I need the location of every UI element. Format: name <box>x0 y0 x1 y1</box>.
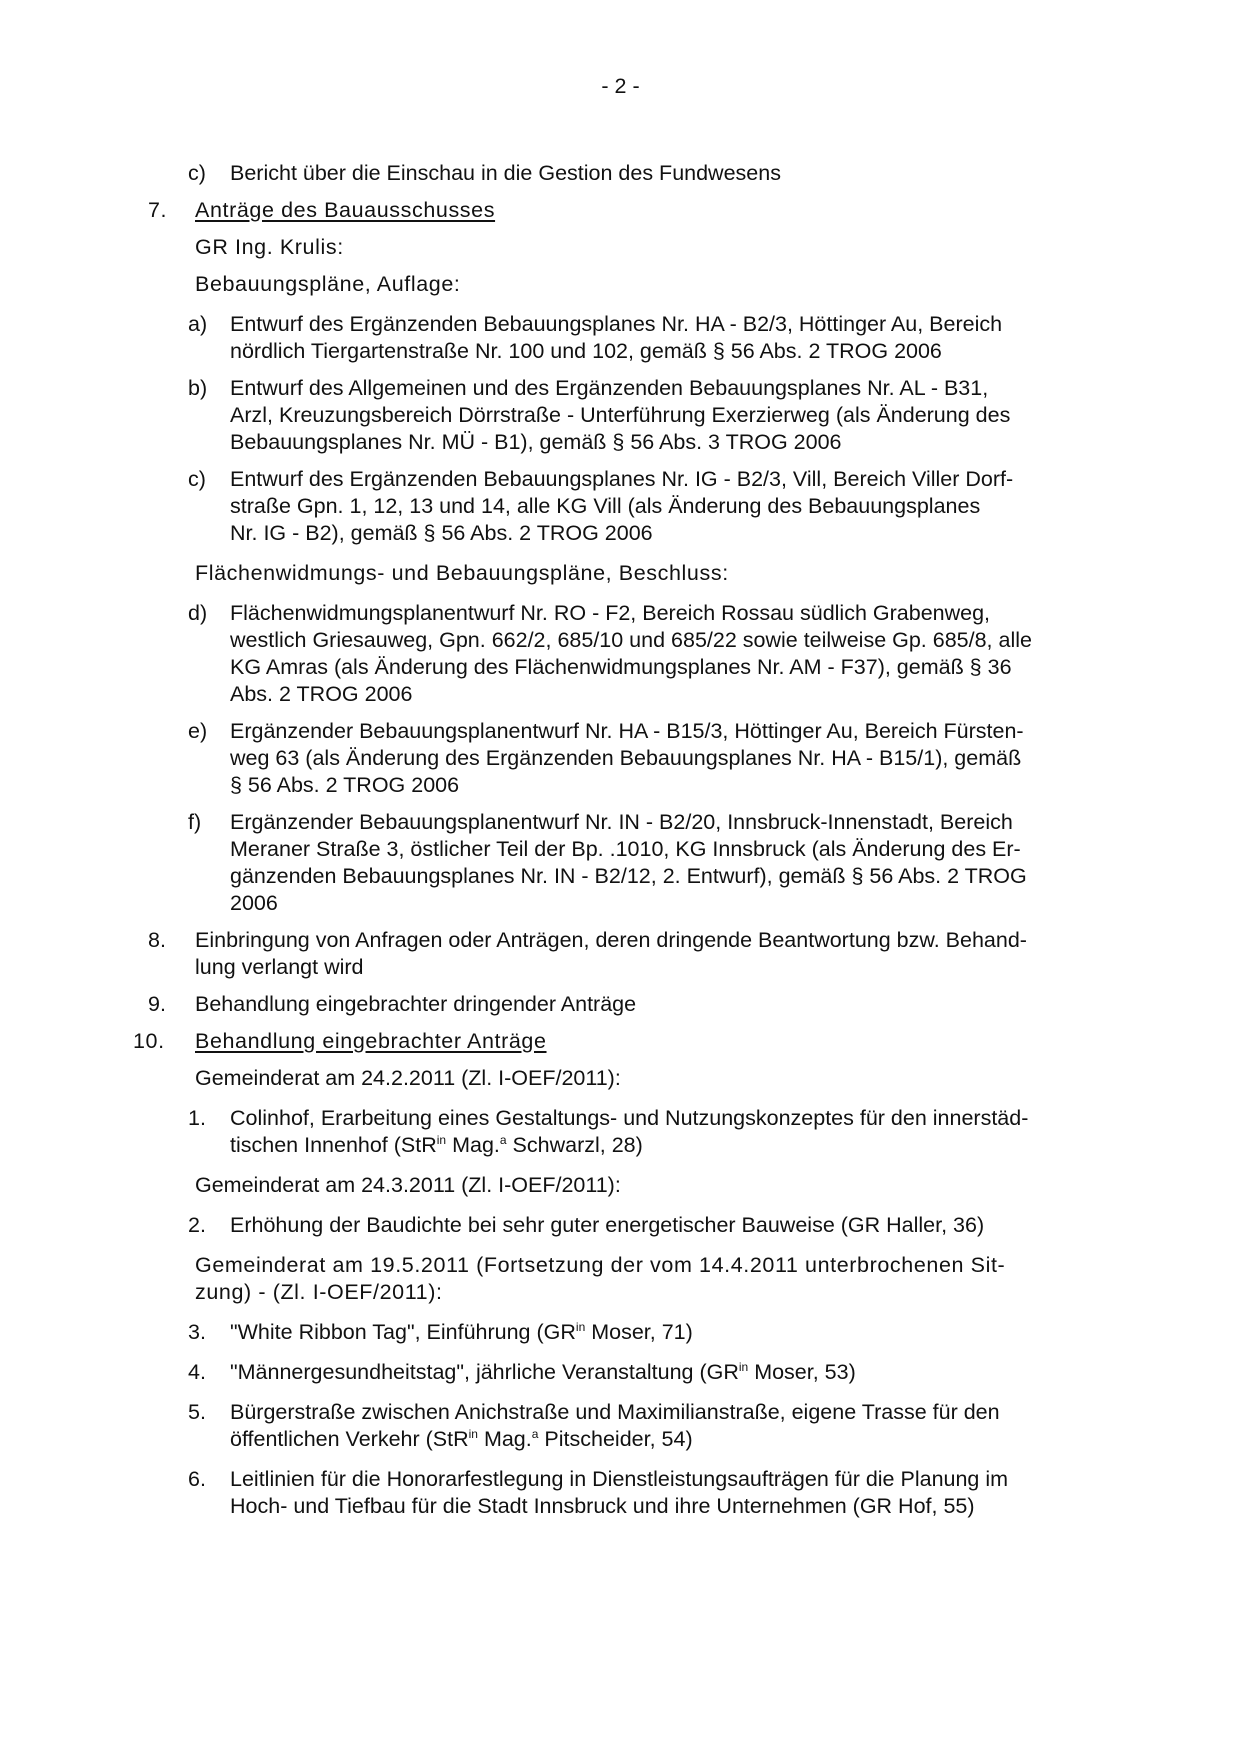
subitem-text <box>230 311 1088 365</box>
subitem-text <box>230 809 1088 917</box>
text-fragment: öffentlichen Verkehr (StR <box>230 1427 469 1451</box>
subitem-label: a) <box>188 312 208 336</box>
text-line: nördlich Tiergartenstraße Nr. 100 und 102, gemäß § 56 Abs. 2 TROG 2006 <box>230 339 942 363</box>
text-line: westlich Griesauweg, Gpn. 662/2, 685/10 und 685/22 sowie teilweise Gp. 685/8, alle <box>230 628 1032 652</box>
text-line: Ergänzender Bebauungsplanentwurf Nr. HA - B15/3, Höttinger Au, Bereich Fürsten- <box>230 719 1024 743</box>
session-heading-3 <box>195 1252 1088 1306</box>
superscript: in <box>468 1427 478 1441</box>
subitem-text: Erhöhung der Baudichte bei sehr guter energetischer Bauweise (GR Haller, 36) <box>230 1213 985 1237</box>
speaker-line: GR Ing. Krulis: <box>195 235 344 259</box>
text-line: Arzl, Kreuzungsbereich Dörrstraße - Unterführung Exerzierweg (als Änderung des <box>230 403 1011 427</box>
page-number: - 2 - <box>601 74 640 98</box>
item-title: Behandlung eingebrachter Anträge <box>195 1029 547 1053</box>
subitem-label: c) <box>188 467 206 491</box>
agenda-subitem-6c <box>188 160 1088 187</box>
agenda-item-9 <box>148 991 1088 1018</box>
agenda-subitem-7f <box>188 809 1088 917</box>
request-item-4 <box>188 1359 1088 1386</box>
text-fragment: Moser, 53) <box>748 1360 856 1384</box>
text-line: Ergänzender Bebauungsplanentwurf Nr. IN - B2/20, Innsbruck-Innenstadt, Bereich <box>230 810 1013 834</box>
text-line: gänzenden Bebauungsplanes Nr. IN - B2/12, 2. Entwurf), gemäß § 56 Abs. 2 TROG <box>230 864 1027 888</box>
agenda-subitem-7e <box>188 718 1088 799</box>
subitem-text <box>230 600 1088 708</box>
text-line: Abs. 2 TROG 2006 <box>230 682 413 706</box>
superscript: a <box>499 1133 507 1147</box>
text-line: Entwurf des Ergänzenden Bebauungsplanes Nr. IG - B2/3, Vill, Bereich Viller Dorf- <box>230 467 1014 491</box>
text-line: Meraner Straße 3, östlicher Teil der Bp. .1010, KG Innsbruck (als Änderung des Er- <box>230 837 1021 861</box>
subitem-text <box>230 1359 1088 1386</box>
subitem-label: 1. <box>188 1106 206 1130</box>
text-line: weg 63 (als Änderung des Ergänzenden Bebauungsplanes Nr. HA - B15/1), gemäß <box>230 746 1022 770</box>
subitem-label: e) <box>188 719 208 743</box>
request-item-1 <box>188 1105 1088 1159</box>
subitem-text <box>230 1105 1088 1159</box>
superscript: in <box>738 1360 749 1374</box>
text-fragment: Pitscheider, 54) <box>538 1427 693 1451</box>
item-text <box>195 927 1088 981</box>
text-line: § 56 Abs. 2 TROG 2006 <box>230 773 460 797</box>
subitem-text <box>230 718 1088 799</box>
text-line <box>230 1426 1088 1453</box>
item-title: Anträge des Bauausschusses <box>195 198 496 222</box>
subitem-label: 3. <box>188 1320 206 1344</box>
text-line: lung verlangt wird <box>195 955 364 979</box>
agenda-subitem-7a <box>188 311 1088 365</box>
text-fragment: Schwarzl, 28) <box>506 1133 643 1157</box>
text-line: Gemeinderat am 19.5.2011 (Fortsetzung der vom 14.4.2011 unterbrochenen Sit- <box>195 1253 1006 1277</box>
agenda-item-10 <box>133 1028 1088 1055</box>
text-fragment: tischen Innenhof (StR <box>230 1133 437 1157</box>
item-number: 8. <box>148 928 166 952</box>
subitem-text <box>230 466 1088 547</box>
item-text: Behandlung eingebrachter dringender Anträge <box>195 992 637 1016</box>
agenda-item-7 <box>148 197 1088 224</box>
text-line: Entwurf des Allgemeinen und des Ergänzenden Bebauungsplanes Nr. AL - B31, <box>230 376 989 400</box>
group-heading-beschluss: Flächenwidmungs- und Bebauungspläne, Beschluss: <box>195 561 729 585</box>
agenda-subitem-7d <box>188 600 1088 708</box>
text-fragment: Mag. <box>446 1133 500 1157</box>
subitem-label: 2. <box>188 1213 206 1237</box>
session-heading-1: Gemeinderat am 24.2.2011 (Zl. I-OEF/2011): <box>195 1066 621 1090</box>
subitem-text: Bericht über die Einschau in die Gestion des Fundwesens <box>230 161 781 185</box>
agenda-item-8 <box>148 927 1088 981</box>
text-line: Nr. IG - B2), gemäß § 56 Abs. 2 TROG 2006 <box>230 521 653 545</box>
subitem-label: 4. <box>188 1360 206 1384</box>
text-line: Flächenwidmungsplanentwurf Nr. RO - F2, Bereich Rossau südlich Grabenweg, <box>230 601 991 625</box>
session-heading-2: Gemeinderat am 24.3.2011 (Zl. I-OEF/2011): <box>195 1173 621 1197</box>
text-line: Bebauungsplanes Nr. MÜ - B1), gemäß § 56 Abs. 3 TROG 2006 <box>230 430 842 454</box>
text-line: straße Gpn. 1, 12, 13 und 14, alle KG Vill (als Änderung des Bebauungsplanes <box>230 494 981 518</box>
group-heading-auflage: Bebauungspläne, Auflage: <box>195 272 461 296</box>
text-fragment: Moser, 71) <box>585 1320 693 1344</box>
agenda-subitem-7c <box>188 466 1088 547</box>
text-line: Entwurf des Ergänzenden Bebauungsplanes Nr. HA - B2/3, Höttinger Au, Bereich <box>230 312 1003 336</box>
item-number: 10. <box>133 1029 165 1053</box>
request-item-5 <box>188 1399 1088 1453</box>
request-item-6 <box>188 1466 1088 1520</box>
subitem-label: 5. <box>188 1400 206 1424</box>
text-line: Bürgerstraße zwischen Anichstraße und Maximilianstraße, eigene Trasse für den <box>230 1400 1000 1424</box>
text-line: Leitlinien für die Honorarfestlegung in Dienstleistungsaufträgen für die Planung im <box>230 1467 1009 1491</box>
request-item-3 <box>188 1319 1088 1346</box>
item-number: 7. <box>148 198 168 222</box>
subitem-text <box>230 1319 1088 1346</box>
subitem-label: c) <box>188 161 206 185</box>
subitem-label: f) <box>188 810 202 834</box>
text-line: Hoch- und Tiefbau für die Stadt Innsbruck und ihre Unternehmen (GR Hof, 55) <box>230 1494 975 1518</box>
superscript: a <box>531 1427 539 1441</box>
text-line <box>230 1132 1088 1159</box>
text-fragment: "Männergesundheitstag", jährliche Veranstaltung (GR <box>230 1360 739 1384</box>
text-fragment: "White Ribbon Tag", Einführung (GR <box>230 1320 576 1344</box>
superscript: in <box>436 1133 447 1147</box>
subitem-label: 6. <box>188 1467 206 1491</box>
superscript: in <box>575 1320 586 1334</box>
subitem-text <box>230 375 1088 456</box>
subitem-text <box>230 1466 1088 1520</box>
request-item-2 <box>188 1212 1088 1239</box>
text-line: 2006 <box>230 891 278 915</box>
subitem-label: d) <box>188 601 208 625</box>
text-line: zung) - (Zl. I-OEF/2011): <box>195 1280 443 1304</box>
text-line: Colinhof, Erarbeitung eines Gestaltungs- und Nutzungskonzeptes für den innerstäd- <box>230 1106 1029 1130</box>
text-line: KG Amras (als Änderung des Flächenwidmungsplanes Nr. AM - F37), gemäß § 36 <box>230 655 1012 679</box>
item-number: 9. <box>148 992 166 1016</box>
agenda-content <box>133 160 1088 1520</box>
agenda-subitem-7b <box>188 375 1088 456</box>
text-fragment: Mag. <box>477 1427 532 1451</box>
text-line: Einbringung von Anfragen oder Anträgen, deren dringende Beantwortung bzw. Behand- <box>195 928 1027 952</box>
subitem-text <box>230 1399 1088 1453</box>
subitem-label: b) <box>188 376 208 400</box>
